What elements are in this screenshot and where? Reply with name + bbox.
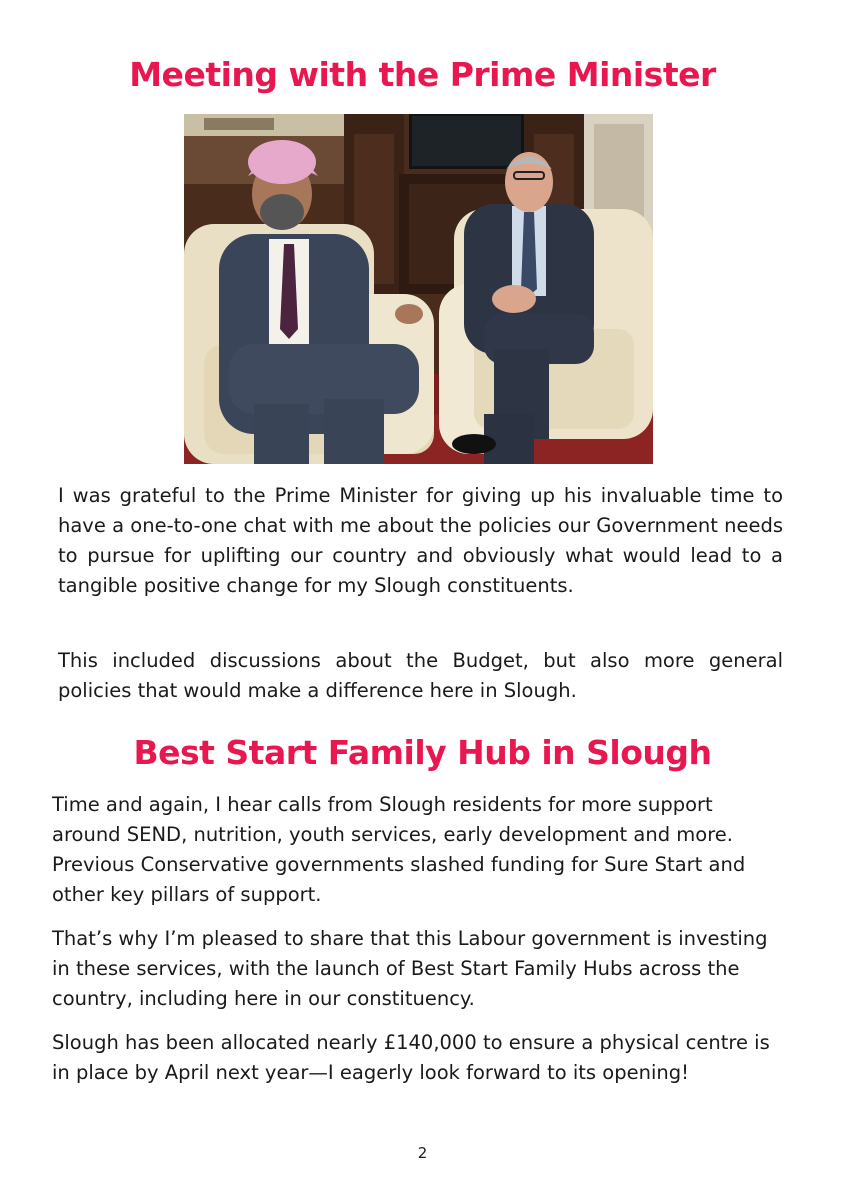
paragraph-family-hub-1: Time and again, I hear calls from Slough residents for more support around SEND, nutrition, youth services, early development and more. Previous Conservative governments slashed funding for Sure Start and other key pillars of support. — [52, 793, 746, 906]
heading-family-hub: Best Start Family Hub in Slough — [133, 733, 712, 772]
paragraph-meeting-1: I was grateful to the Prime Minister for giving up his invaluable time to have a one-to-one chat with me about the policies our Government needs to pursue for uplifting our country and obviously what would lead to a tangible positive change for my Slough constituents. — [58, 484, 783, 597]
paragraph-family-hub-3: Slough has been allocated nearly £140,000 to ensure a physical centre is in place by April next year—I eagerly look forward to its opening! — [52, 1031, 770, 1084]
paragraph-meeting-2: This included discussions about the Budget, but also more general policies that would make a difference here in Slough. — [58, 649, 783, 702]
paragraph-family-hub-2: That’s why I’m pleased to share that this Labour government is investing in these services, with the launch of Best Start Family Hubs across the country, including here in our constituency. — [52, 927, 768, 1010]
photo-meeting — [184, 114, 653, 464]
heading-meeting: Meeting with the Prime Minister — [129, 55, 716, 94]
page-number: 2 — [417, 1144, 428, 1162]
